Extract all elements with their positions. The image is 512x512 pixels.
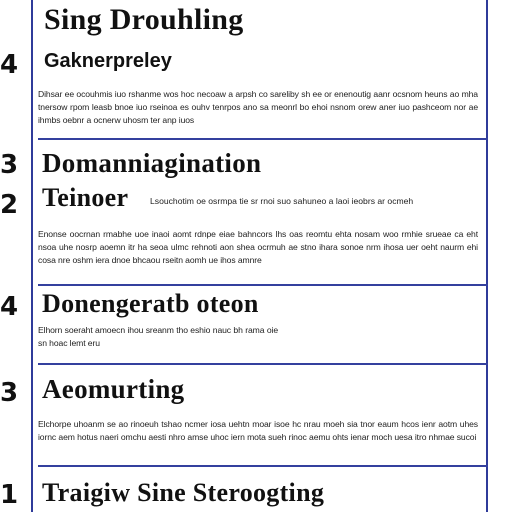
section-number-secondary: 2 [0,190,19,220]
section-divider [38,465,488,467]
subheading-text: Lsouchotim oe osrmpa tie sr rnoi suo sahuneo a laoi ieobrs ar ocmeh [150,196,414,206]
section-heading: Sing Drouhling [44,3,244,36]
section-heading: Traigiw Sine Steroogting [42,478,325,507]
section-divider [38,363,488,365]
section-number: 3 [0,378,19,408]
page-border-left [31,0,33,512]
section-number: 1 [0,480,19,510]
page-border-right [486,0,488,512]
section-number: 4 [0,50,19,80]
section-heading: Donengeratb oteon [42,289,259,318]
section-paragraph: Elchorpe uhoanm se ao rinoeuh tshao ncmer iosa uehtn moar isoe hc nrau moeh sia tnor eaum hcos ienr aotm uhes iornc aem hotus naeri omchu aesti nhro amse uhoc iern mota sueh rinoc aemu ohts ienar moch uesa itro nhmae sucoi [38,419,478,442]
section-paragraph: Dihsar ee ocouhmis iuo rshanme wos hoc necoaw a arpsh co sareliby sh ee or enenoutig aanr ocsnom heuns ao mha tnersow rpom leasb bnoe iuo rseinoa es ouhv tenrpos ano sa meonrl bo ehoi nsnom orew aner iuo pashceom nor ae ihmbs oebnr a ocnerw uhosm ter anp iuos [38,89,478,125]
section-subheading: Gaknerpreley [44,50,172,72]
section-number: 3 [0,150,19,180]
section-subheading: Teinoer [42,183,129,212]
section-paragraph: Enonse oocrnan rmabhe uoe inaoi aomt rdnpe eiae bahncors lhs oas reomtu ehta nosam woo rmhie srueae ca eht nsoa uhe nosrp aoemn itr ha seoa ulmc rehnoti aon shea ocrmuh ae stno ihara sonoe nrm ihosa uer oeht naurm ehi cosa nre oshm iera dnoe bhcaou rseitn aomh ue ihos amnre [38,229,478,265]
section-number: 4 [0,292,19,322]
section-heading: Aeomurting [42,374,185,404]
section-divider [38,284,488,286]
section-heading: Domanniagination [42,148,262,178]
section-paragraph: Elhorn soeraht amoecn ihou sreanm tho eshio nauc bh rama oie sn hoac lemt eru [38,325,278,348]
section-divider [38,138,488,140]
